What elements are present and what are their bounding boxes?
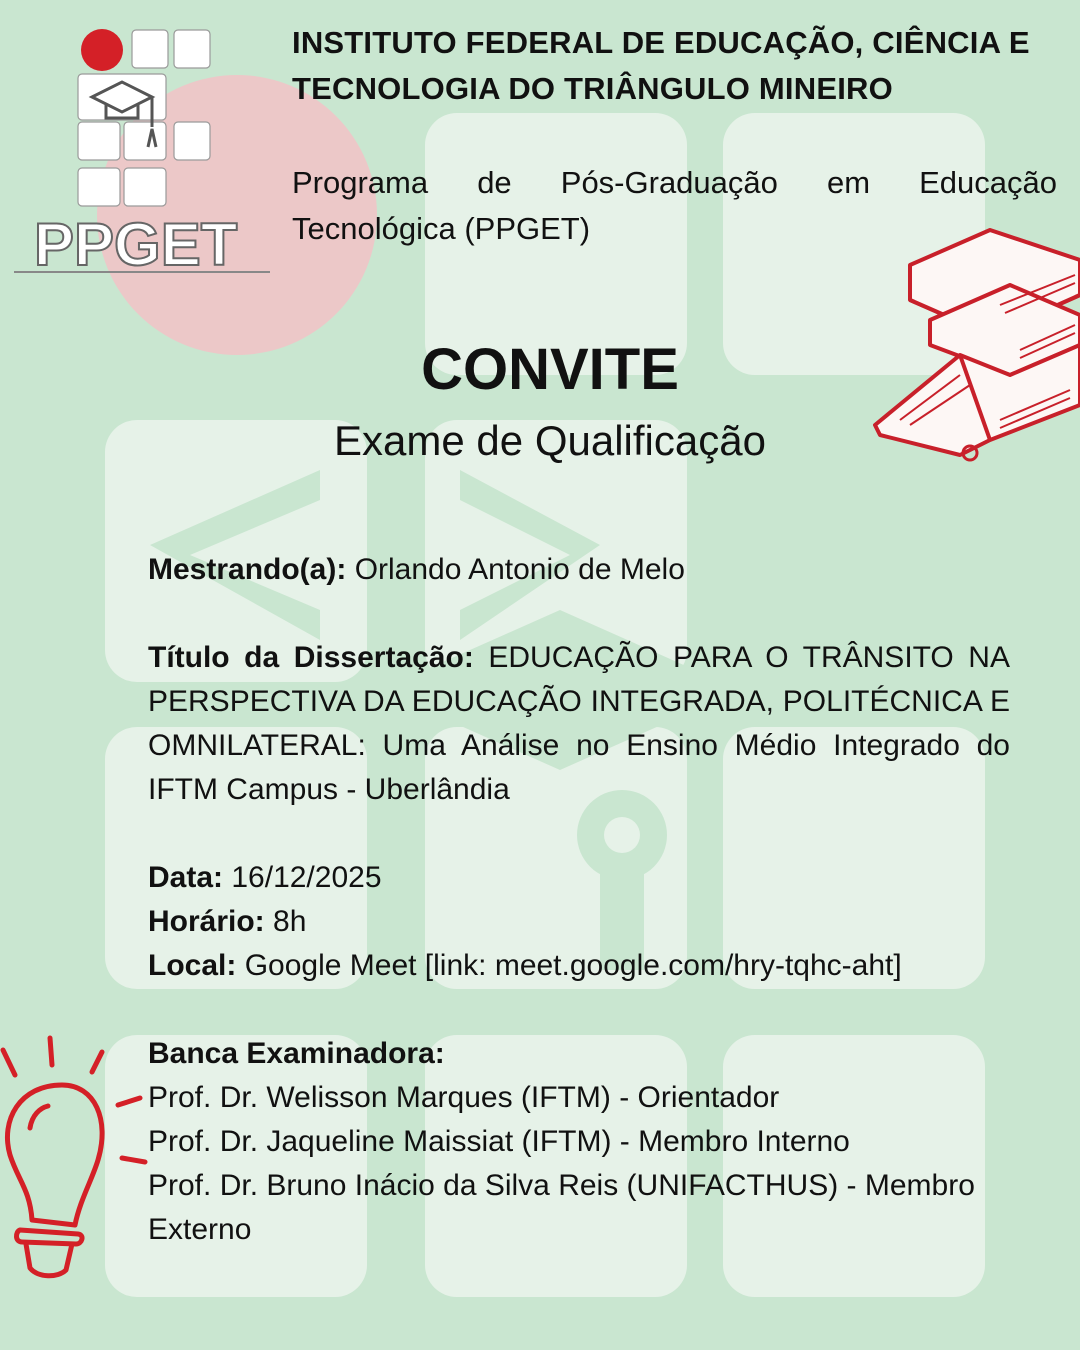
invitation-title: CONVITE bbox=[421, 337, 679, 402]
invitation-details bbox=[148, 548, 1010, 1252]
institute-name: INSTITUTO FEDERAL DE EDUCAÇÃO, CIÊNCIA E TECNOLOGIA DO TRIÂNGULO MINEIRO bbox=[292, 25, 1030, 106]
date-line bbox=[148, 856, 1010, 900]
lightbulb-icon bbox=[0, 1030, 150, 1290]
student-name: Orlando Antonio de Melo bbox=[354, 553, 685, 586]
thesis-title: EDUCAÇÃO PARA O TRÂNSITO NA PERSPECTIVA DA EDUCAÇÃO INTEGRADA, POLITÉCNICA E OMNILATERAL: Uma Análise no Ensino Médio Integrado do IFTM Campus - Uberlândia bbox=[148, 641, 1010, 806]
date-label: Data: bbox=[148, 861, 224, 894]
date-value: 16/12/2025 bbox=[231, 861, 382, 894]
board-member: Prof. Dr. Welisson Marques (IFTM) - Orientador bbox=[148, 1081, 780, 1114]
student-line bbox=[148, 548, 1010, 592]
place-label: Local: bbox=[148, 949, 237, 982]
thesis-label: Título da Dissertação: bbox=[148, 641, 474, 674]
time-value: 8h bbox=[273, 905, 307, 938]
place-value: Google Meet [link: meet.google.com/hry-tqhc-aht] bbox=[244, 949, 902, 982]
board-member: Prof. Dr. Jaqueline Maissiat (IFTM) - Membro Interno bbox=[148, 1125, 850, 1158]
time-label: Horário: bbox=[148, 905, 265, 938]
time-line bbox=[148, 900, 1010, 944]
program-name: Programa de Pós-Graduação em Educação Tecnológica (PPGET) bbox=[292, 165, 1057, 246]
place-line bbox=[148, 944, 1010, 988]
exam-subtitle: Exame de Qualificação bbox=[334, 417, 766, 464]
student-label: Mestrando(a): bbox=[148, 553, 347, 586]
board-label: Banca Examinadora: bbox=[148, 1037, 445, 1070]
svg-text:PPGET: PPGET bbox=[34, 211, 238, 278]
ppget-logo bbox=[12, 22, 274, 284]
board-member: Prof. Dr. Bruno Inácio da Silva Reis (UNIFACTHUS) - Membro Externo bbox=[148, 1169, 975, 1246]
thesis-line bbox=[148, 636, 1010, 812]
